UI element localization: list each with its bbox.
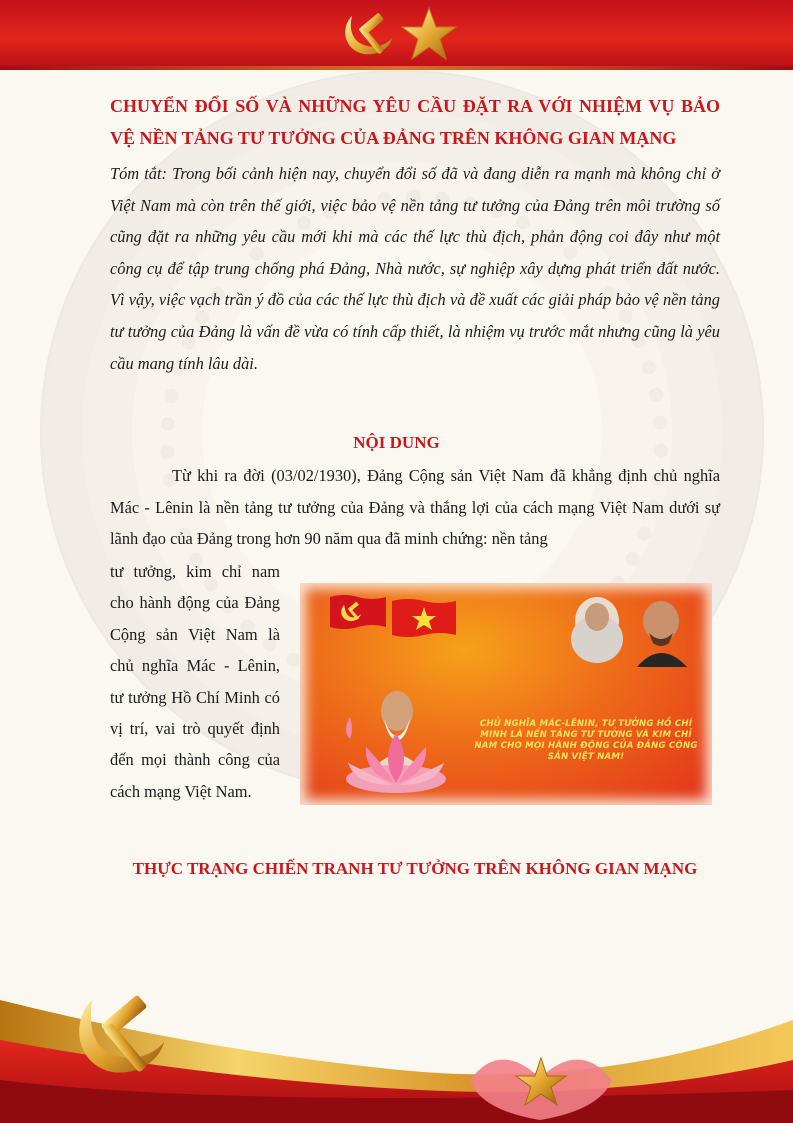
national-flag-icon — [392, 597, 456, 639]
star-icon — [398, 4, 460, 64]
body-paragraph-1: Từ khi ra đời (03/02/1930), Đảng Cộng sản Việt Nam đã khẳng định chủ nghĩa Mác - Lênin là nền tảng tư tưởng của Đảng và thắng lợi của cách mạng Việt Nam dưới sự lãnh đạo của Đảng trong hơn 90 năm qua đã minh chứng: nền tảng — [110, 466, 720, 548]
propaganda-poster-image — [300, 583, 712, 805]
section-heading-content: NỘI DUNG — [353, 433, 440, 452]
lotus-flower-image — [336, 713, 456, 799]
leader-portraits-image — [555, 587, 705, 667]
summary-paragraph: Tóm tắt: Trong bối cảnh hiện nay, chuyển đổi số đã và đang diễn ra mạnh mà không chỉ ở Việt Nam mà còn trên thế giới, việc bảo vệ nền tảng tư tưởng của Đảng trên môi trường số cũng đặt ra những yêu cầu mới khi mà các thế lực thù địch, phản động coi đây như một công cụ để tập trung chống phá Đảng, Nhà nước, sự nghiệp xây dựng phát triển đất nước. Vì vậy, việc vạch trần ý đồ của các thế lực thù địch và đề xuất các giải pháp bảo vệ nền tảng tư tưởng của Đảng là vấn đề vừa có tính cấp thiết, là nhiệm vụ trước mắt nhưng cũng là yêu cầu mang tính lâu dài. — [110, 164, 720, 373]
footer-ornament — [0, 960, 793, 1123]
hammer-sickle-icon — [338, 6, 398, 62]
article-title: CHUYỂN ĐỔI SỐ VÀ NHỮNG YÊU CẦU ĐẶT RA VỚI NHIỆM VỤ BẢO VỆ NỀN TẢNG TƯ TƯỞNG CỦA ĐẢNG TRÊN KHÔNG GIAN MẠNG — [110, 96, 720, 148]
party-flag-icon — [330, 593, 386, 631]
section-heading-situation: THỰC TRẠNG CHIẾN TRANH TƯ TƯỞNG TRÊN KHÔNG GIAN MẠNG — [132, 859, 698, 878]
header-band — [0, 0, 793, 70]
body-paragraph-2: tư tưởng, kim chỉ nam cho hành động của Đảng Cộng sản Việt Nam là chủ nghĩa Mác - Lênin, tư tưởng Hồ Chí Minh có vị trí, vai trò quyết định đến mọi thành công của cách mạng Việt Nam. — [110, 562, 280, 801]
poster-slogan: CHỦ NGHĨA MÁC-LÊNIN, TƯ TƯỞNG HỒ CHÍ MINH LÀ NỀN TẢNG TƯ TƯỞNG VÀ KIM CHỈ NAM CHO MỌI HÀNH ĐỘNG CỦA ĐẢNG CỘNG SẢN VIỆT NAM! — [474, 719, 698, 762]
